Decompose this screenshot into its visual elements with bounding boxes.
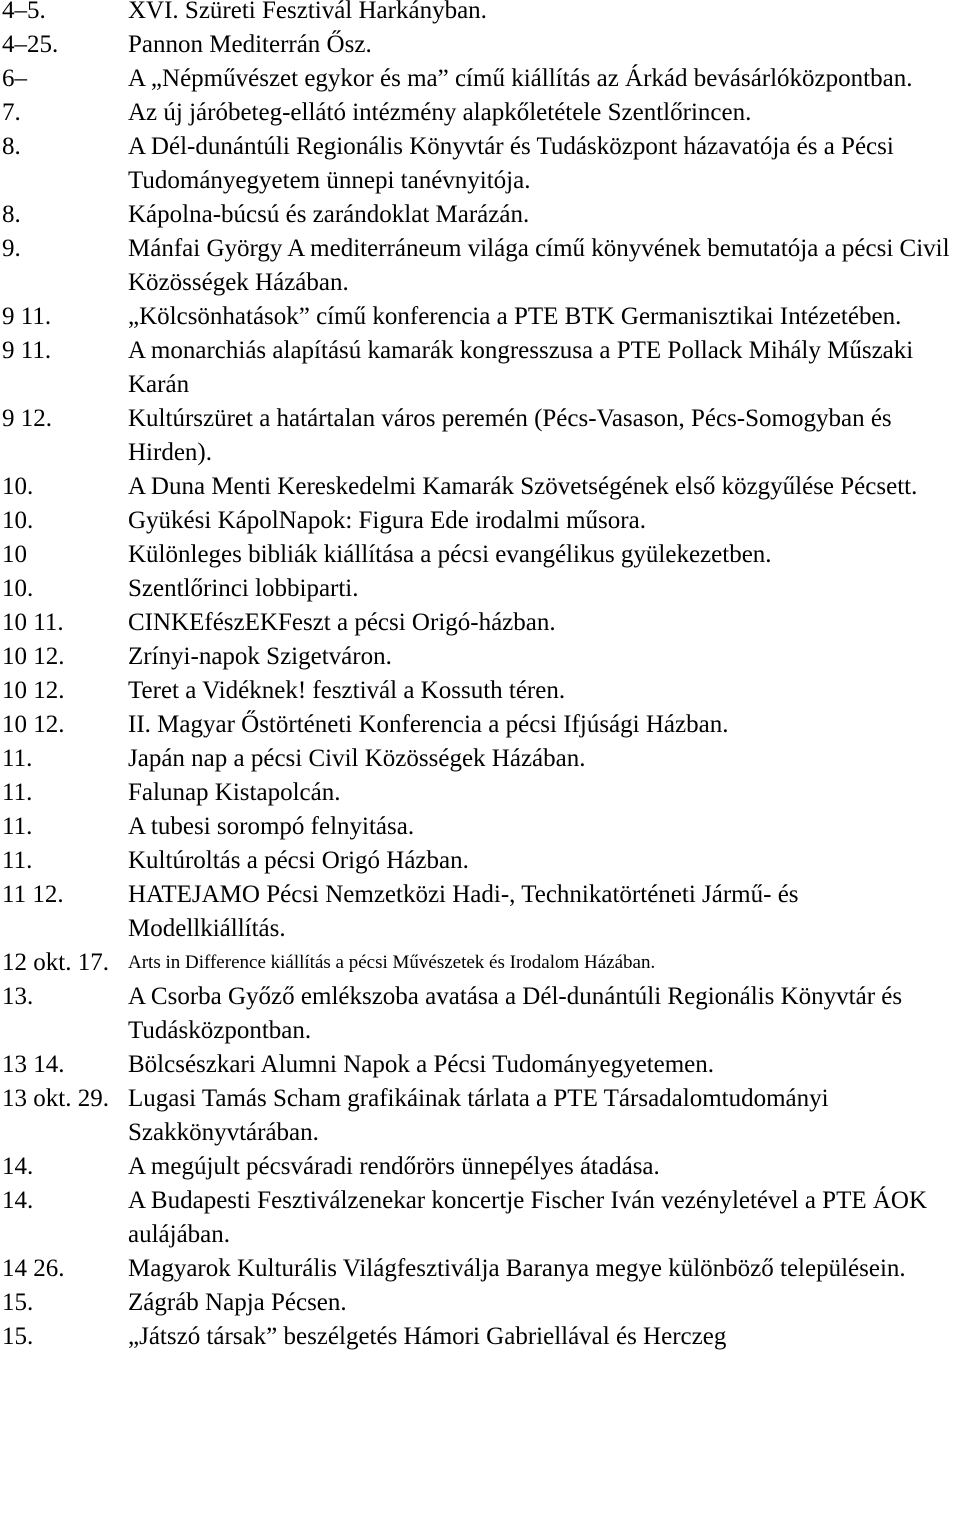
event-date: 10. (2, 575, 34, 602)
event-date: 13 14. (2, 1051, 65, 1078)
event-date: 9 12. (2, 405, 52, 432)
event-entry (0, 776, 960, 810)
event-date: 14. (2, 1187, 34, 1214)
event-description: A megújult pécsváradi rendőrörs ünnepélyes átadása. (128, 1153, 660, 1180)
event-entry (0, 708, 960, 742)
event-description: II. Magyar Őstörténeti Konferencia a pécsi Ifjúsági Házban. (128, 711, 729, 738)
event-description: Lugasi Tamás Scham grafikáinak tárlata a PTE Társadalomtudományi Szakkönyvtárában. (128, 1085, 829, 1146)
event-entry (0, 1184, 960, 1252)
event-date: 6– (2, 65, 27, 92)
event-date: 11. (2, 813, 33, 840)
event-description: Kápolna-búcsú és zarándoklat Marázán. (128, 201, 530, 228)
event-date: 10 12. (2, 643, 65, 670)
event-entry (0, 946, 960, 980)
event-entry (0, 62, 960, 96)
event-description: A Budapesti Fesztiválzenekar koncertje Fischer Iván vezényletével a PTE ÁOK aulájában. (128, 1187, 928, 1248)
event-description: Gyükési KápolNapok: Figura Ede irodalmi műsora. (128, 507, 646, 534)
event-date: 8. (2, 133, 21, 160)
event-entry (0, 810, 960, 844)
event-date: 12 okt. 17. (2, 949, 109, 976)
event-entry (0, 640, 960, 674)
event-entry (0, 334, 960, 402)
event-description: Japán nap a pécsi Civil Közösségek Házában. (128, 745, 586, 772)
event-date: 10. (2, 507, 34, 534)
event-description: Bölcsészkari Alumni Napok a Pécsi Tudományegyetemen. (128, 1051, 715, 1078)
event-date: 14 26. (2, 1255, 65, 1282)
event-date: 10 12. (2, 677, 65, 704)
event-entry (0, 96, 960, 130)
event-description: Szentlőrinci lobbiparti. (128, 575, 359, 602)
event-date: 9 11. (2, 337, 52, 364)
event-description: XVI. Szüreti Fesztivál Harkányban. (128, 0, 487, 24)
event-entry (0, 878, 960, 946)
event-date: 13 okt. 29. (2, 1085, 109, 1112)
event-entry (0, 300, 960, 334)
event-date: 4–5. (2, 0, 46, 24)
event-description: A tubesi sorompó felnyitása. (128, 813, 415, 840)
event-description: Kultúroltás a pécsi Origó Házban. (128, 847, 469, 874)
event-entry (0, 0, 960, 28)
event-description: A „Népművészet egykor és ma” című kiállítás az Árkád bevásárlóközpontban. (128, 65, 913, 92)
event-date: 8. (2, 201, 21, 228)
event-description: Zágráb Napja Pécsen. (128, 1289, 347, 1316)
event-description: Kultúrszüret a határtalan város peremén (Pécs-Vasason, Pécs-Somogyban és Hirden). (128, 405, 892, 466)
event-entry (0, 232, 960, 300)
event-description: Mánfai György A mediterráneum világa című könyvének bemutatója a pécsi Civil Közösségek Házában. (128, 235, 950, 296)
event-date: 4–25. (2, 31, 59, 58)
event-description: A Duna Menti Kereskedelmi Kamarák Szövetségének első közgyűlése Pécsett. (128, 473, 918, 500)
event-description: Pannon Mediterrán Ősz. (128, 31, 372, 58)
event-date: 10 (2, 541, 27, 568)
event-entry (0, 470, 960, 504)
event-entry (0, 1320, 960, 1354)
event-date: 15. (2, 1323, 34, 1350)
event-date: 9 11. (2, 303, 52, 330)
event-date: 11. (2, 745, 33, 772)
event-entry (0, 402, 960, 470)
event-entry (0, 606, 960, 640)
event-entry (0, 742, 960, 776)
event-entry (0, 674, 960, 708)
event-date: 11. (2, 779, 33, 806)
event-description: Falunap Kistapolcán. (128, 779, 341, 806)
event-description: Az új járóbeteg-ellátó intézmény alapkőletétele Szentlőrincen. (128, 99, 752, 126)
event-description: A Dél-dunántúli Regionális Könyvtár és Tudásközpont házavatója és a Pécsi Tudományegyetem ünnepi tanévnyitója. (128, 133, 894, 194)
event-description: A Csorba Győző emlékszoba avatása a Dél-dunántúli Regionális Könyvtár és Tudásközpontban. (128, 983, 903, 1044)
event-description: A monarchiás alapítású kamarák kongresszusa a PTE Pollack Mihály Műszaki Karán (128, 337, 914, 398)
event-date: 9. (2, 235, 21, 262)
event-date: 11. (2, 847, 33, 874)
event-entry (0, 28, 960, 62)
event-description: Különleges bibliák kiállítása a pécsi evangélikus gyülekezetben. (128, 541, 772, 568)
event-entry (0, 980, 960, 1048)
event-entry (0, 198, 960, 232)
event-entry (0, 1286, 960, 1320)
event-entry (0, 1252, 960, 1286)
event-date: 11 12. (2, 881, 64, 908)
event-date: 14. (2, 1153, 34, 1180)
event-description: HATEJAMO Pécsi Nemzetközi Hadi-, Technikatörténeti Jármű- és Modellkiállítás. (128, 881, 799, 942)
event-date: 10. (2, 473, 34, 500)
event-description: „Kölcsönhatások” című konferencia a PTE BTK Germanisztikai Intézetében. (128, 303, 902, 330)
event-entry (0, 1082, 960, 1150)
event-entry (0, 538, 960, 572)
event-description: Arts in Difference kiállítás a pécsi Művészetek és Irodalom Házában. (128, 952, 656, 973)
event-date: 7. (2, 99, 21, 126)
event-description: „Játszó társak” beszélgetés Hámori Gabriellával és Herczeg (128, 1323, 727, 1350)
event-entry (0, 1048, 960, 1082)
event-description: Magyarok Kulturális Világfesztiválja Baranya megye különböző településein. (128, 1255, 906, 1282)
event-date: 13. (2, 983, 34, 1010)
event-date: 15. (2, 1289, 34, 1316)
event-description: Teret a Vidéknek! fesztivál a Kossuth téren. (128, 677, 566, 704)
event-entry (0, 504, 960, 538)
event-date: 10 11. (2, 609, 64, 636)
event-entry (0, 572, 960, 606)
event-entry (0, 130, 960, 198)
event-description: CINKEfészEKFeszt a pécsi Origó-házban. (128, 609, 556, 636)
event-entry (0, 1150, 960, 1184)
event-date: 10 12. (2, 711, 65, 738)
event-description: Zrínyi-napok Szigetváron. (128, 643, 392, 670)
event-entry (0, 844, 960, 878)
